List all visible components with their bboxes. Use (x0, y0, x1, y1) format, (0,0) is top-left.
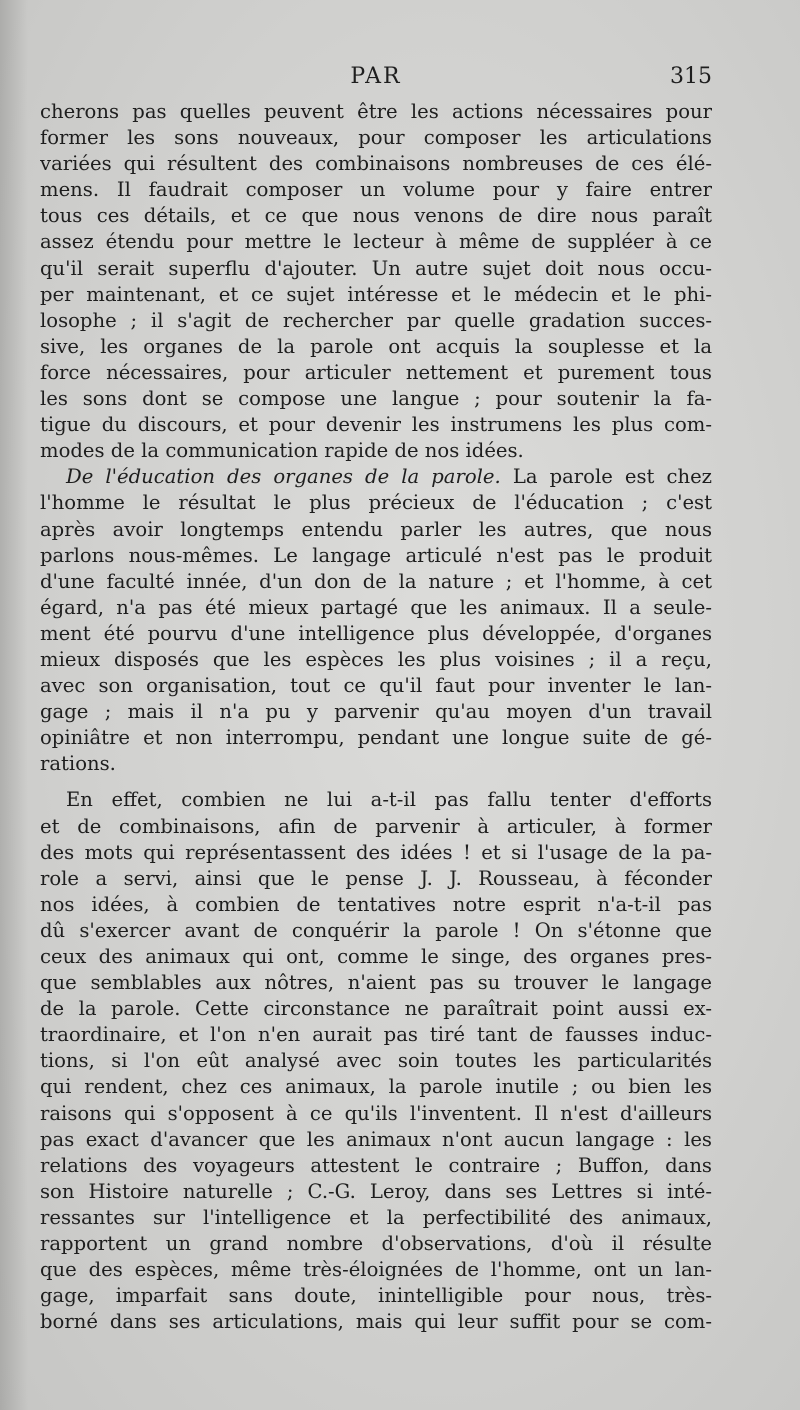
section-heading: De l'éducation des organes de la parole. (66, 465, 501, 489)
text-line: dû s'exercer avant de conquérir la parole ! On s'étonne que (40, 918, 712, 942)
running-head: PAR (350, 64, 402, 89)
text-line: pas exact d'avancer que les animaux n'ont aucun langage : les (40, 1127, 712, 1151)
text-line: ressantes sur l'intelligence et la perfectibilité des animaux, (40, 1205, 712, 1229)
text-line: force nécessaires, pour articuler nettement et purement tous (40, 360, 712, 384)
text-line: que semblables aux nôtres, n'aient pas su trouver le langage (40, 971, 712, 995)
text-line: égard, n'a pas été mieux partagé que les animaux. Il a seule- (40, 595, 712, 619)
text-line: que des espèces, même très-éloignées de l'homme, ont un lan- (40, 1258, 712, 1282)
paragraph-gap (40, 777, 712, 787)
text-line: role a servi, ainsi que le pense J. J. Rousseau, à féconder (40, 866, 712, 890)
text-line: tous ces détails, et ce que nous venons de dire nous paraît (40, 204, 712, 228)
page-body (40, 99, 712, 1335)
text-line: de la parole. Cette circonstance ne paraîtrait point aussi ex- (40, 997, 712, 1021)
text-line: borné dans ses articulations, mais qui leur suffit pour se com- (40, 1310, 712, 1334)
text-line: tigue du discours, et pour devenir les instrumens les plus com- (40, 413, 712, 437)
text-line: modes de la communication rapide de nos idées. (40, 439, 524, 463)
text-line: rapportent un grand nombre d'observations, d'où il résulte (40, 1232, 712, 1256)
text-line: mens. Il faudrait composer un volume pour y faire entrer (40, 178, 712, 202)
text-line: parlons nous-mêmes. Le langage articulé n'est pas le produit (40, 543, 712, 567)
text-line: qui rendent, chez ces animaux, la parole inutile ; ou bien les (40, 1075, 712, 1099)
text-line: assez étendu pour mettre le lecteur à même de suppléer à ce (40, 230, 712, 254)
text-line: sive, les organes de la parole ont acquis la souplesse et la (40, 334, 712, 358)
text-line: après avoir longtemps entendu parler les autres, que nous (40, 517, 712, 541)
text-line: En effet, combien ne lui a-t-il pas fallu tenter d'efforts (66, 788, 712, 812)
text-line: des mots qui représentassent des idées ! et si l'usage de la pa- (40, 840, 712, 864)
text-line: raisons qui s'opposent à ce qu'ils l'inventent. Il n'est d'ailleurs (40, 1101, 712, 1125)
paragraph-2 (40, 464, 712, 777)
text-line (40, 464, 712, 490)
text-line: et de combinaisons, afin de parvenir à articuler, à former (40, 814, 712, 838)
text-line: gage, imparfait sans doute, inintelligible pour nous, très- (40, 1284, 712, 1308)
text-line: nos idées, à combien de tentatives notre esprit n'a-t-il pas (40, 892, 712, 916)
text-line: gage ; mais il n'a pu y parvenir qu'au moyen d'un travail (40, 700, 712, 724)
text-line: relations des voyageurs attestent le contraire ; Buffon, dans (40, 1153, 712, 1177)
text-line: son Histoire naturelle ; C.-G. Leroy, dans ses Lettres si inté- (40, 1179, 712, 1203)
text-run: La parole est chez (500, 465, 712, 489)
text-line: ceux des animaux qui ont, comme le singe, des organes pres- (40, 945, 712, 968)
page-number: 315 (670, 64, 712, 89)
paragraph-3 (40, 787, 712, 1335)
text-line: les sons dont se compose une langue ; pour soutenir la fa- (40, 387, 712, 411)
text-line: mieux disposés que les espèces les plus voisines ; il a reçu, (40, 647, 712, 671)
page-gutter-shadow (0, 0, 28, 1410)
text-line: l'homme le résultat le plus précieux de l'éducation ; c'est (40, 491, 712, 515)
text-line: per maintenant, et ce sujet intéresse et le médecin et le phi- (40, 282, 712, 306)
text-line: opiniâtre et non interrompu, pendant une longue suite de gé- (40, 726, 712, 750)
text-line: d'une faculté innée, d'un don de la nature ; et l'homme, à cet (40, 569, 712, 593)
text-line: qu'il serait superflu d'ajouter. Un autre sujet doit nous occu- (40, 256, 712, 280)
paragraph-1 (40, 99, 712, 464)
text-line: former les sons nouveaux, pour composer les articulations (40, 126, 712, 150)
text-line: avec son organisation, tout ce qu'il faut pour inventer le lan- (40, 674, 712, 698)
text-line: ment été pourvu d'une intelligence plus développée, d'organes (40, 621, 712, 645)
text-line: rations. (40, 752, 116, 776)
text-line: losophe ; il s'agit de rechercher par quelle gradation succes- (40, 308, 712, 332)
text-line: tions, si l'on eût analysé avec soin toutes les particularités (40, 1049, 712, 1073)
text-line: traordinaire, et l'on n'en aurait pas tiré tant de fausses induc- (40, 1023, 712, 1047)
text-line: cherons pas quelles peuvent être les actions nécessaires pour (40, 100, 712, 123)
page-header (40, 62, 712, 92)
text-line: variées qui résultent des combinaisons nombreuses de ces élé- (40, 152, 712, 176)
